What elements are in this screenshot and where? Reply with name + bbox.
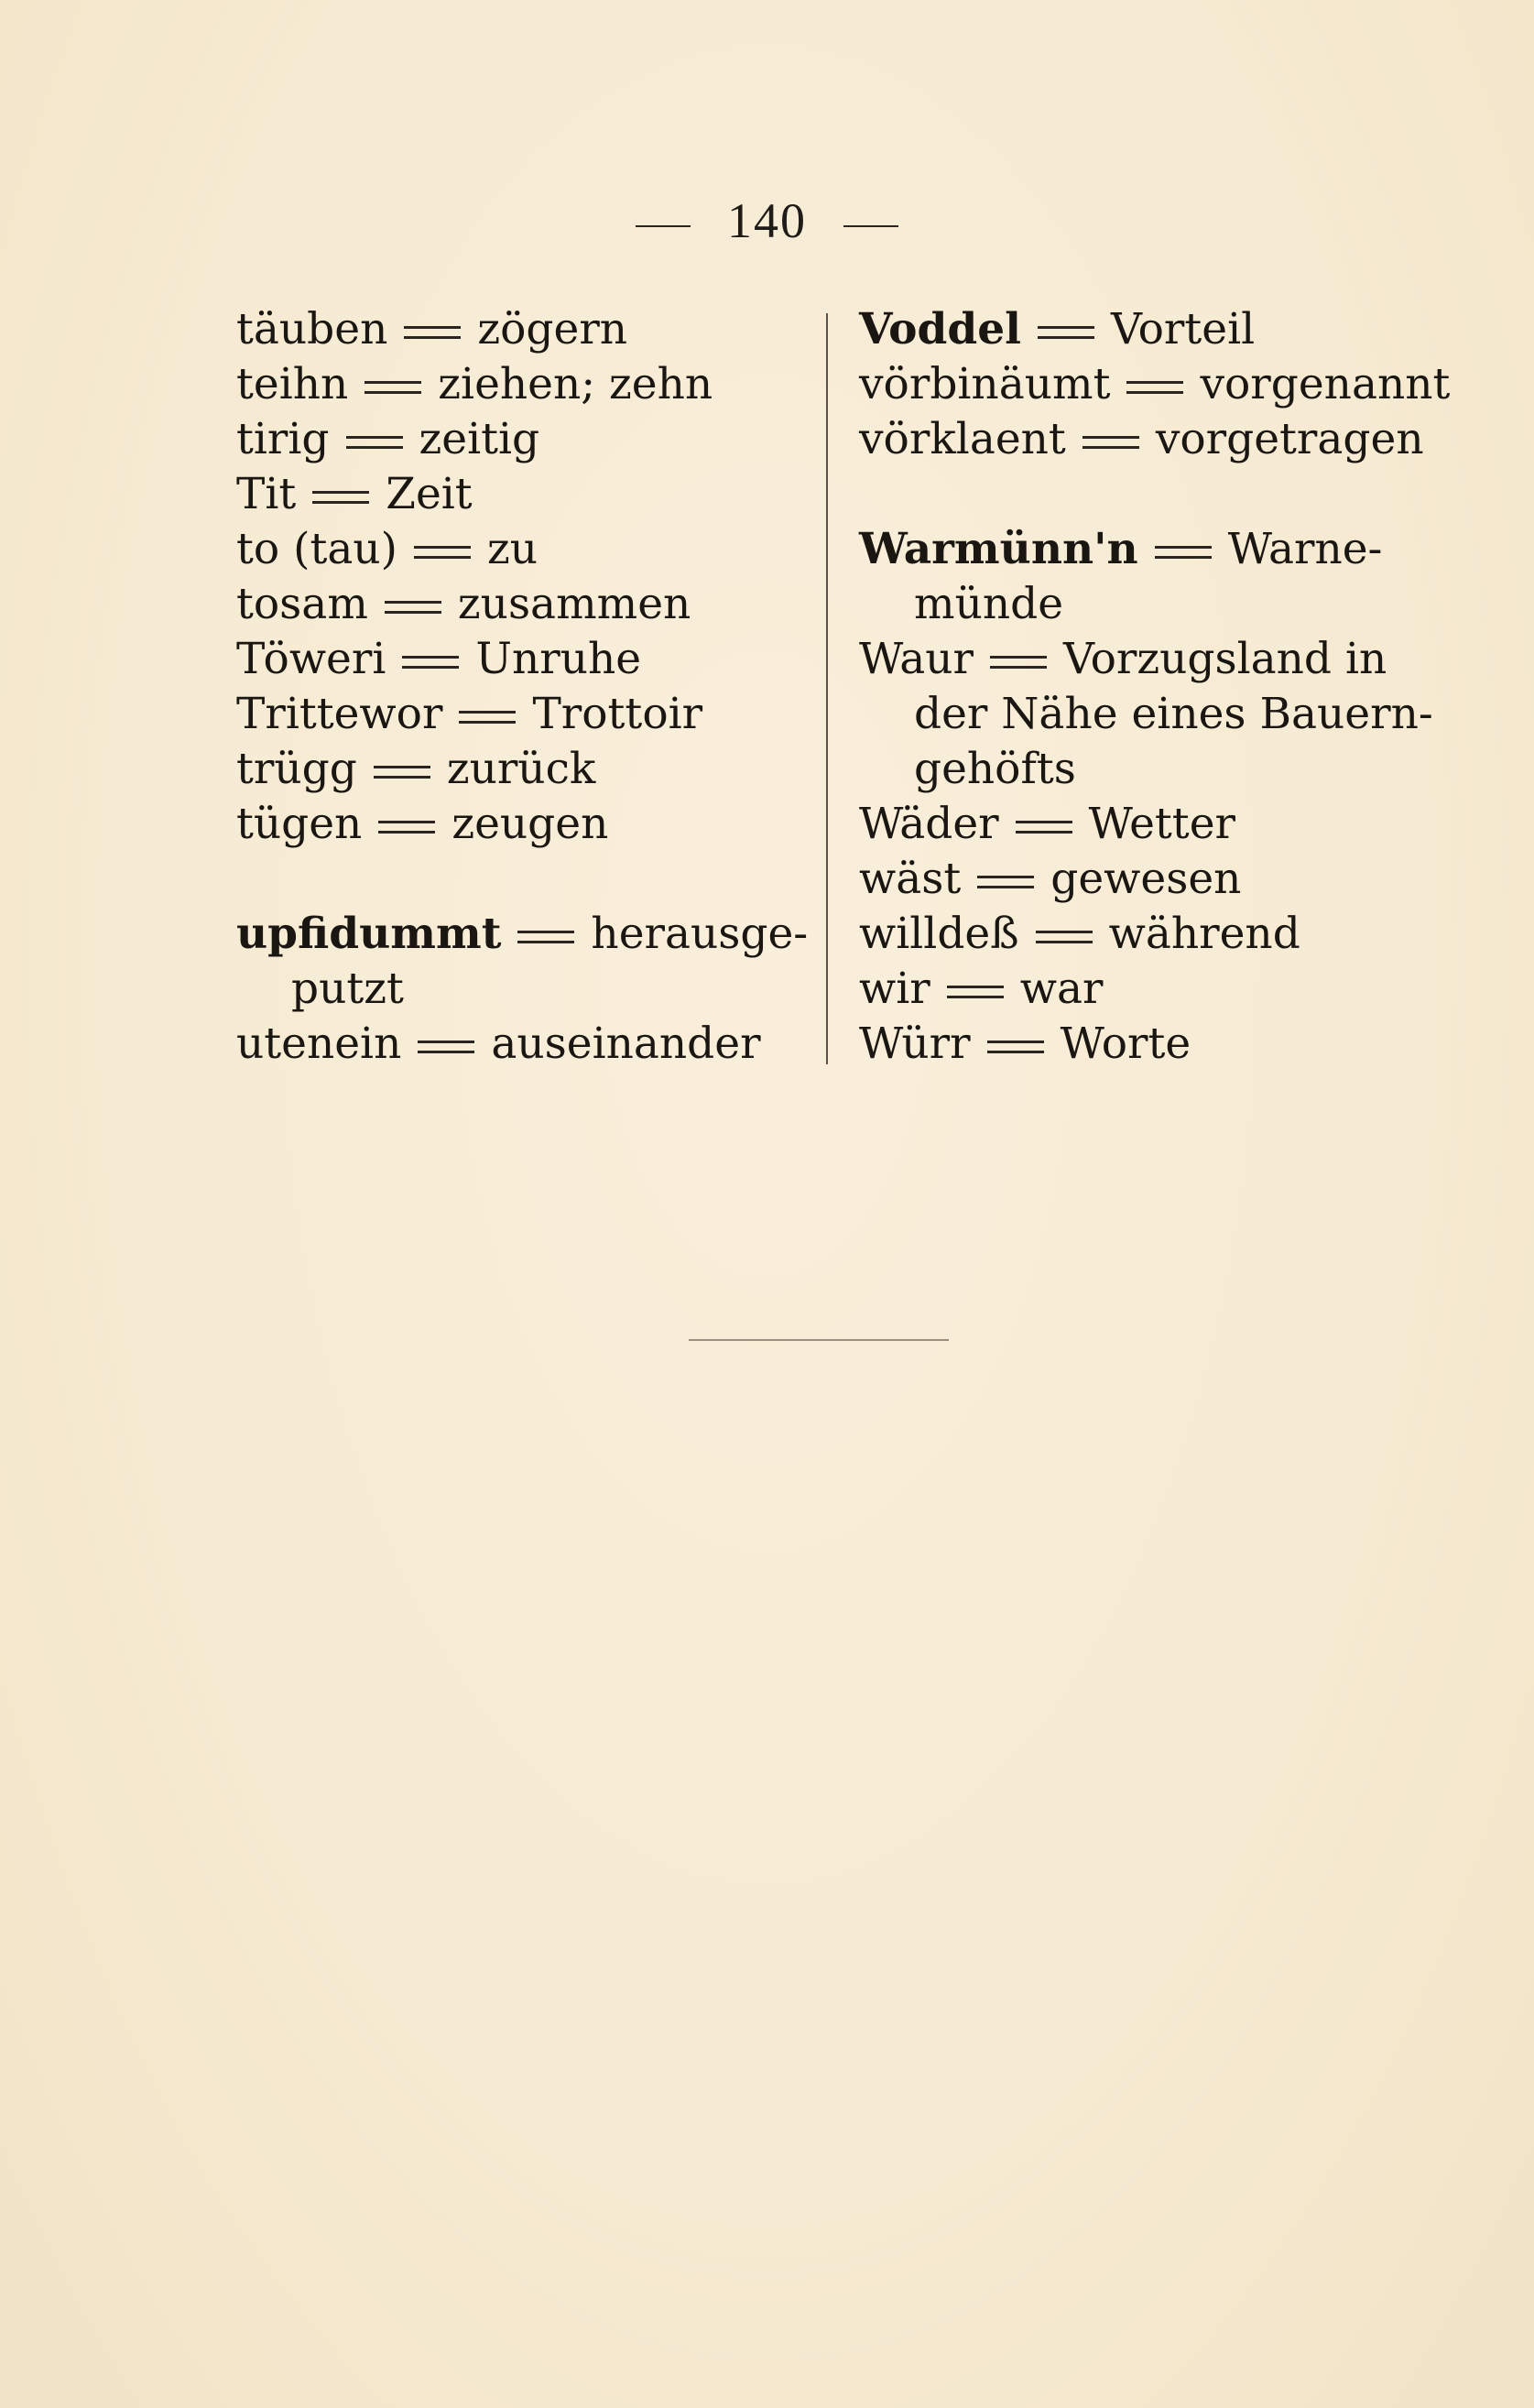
entry-term: vörbinäumt bbox=[859, 359, 1111, 409]
glossary-entry bbox=[236, 412, 804, 467]
equals-sign bbox=[459, 711, 516, 724]
equals-sign bbox=[990, 656, 1047, 669]
equals-sign bbox=[414, 546, 471, 559]
entry-continuation: münde bbox=[914, 579, 1064, 629]
glossary-entry bbox=[236, 907, 809, 962]
glossary-entry bbox=[859, 852, 1445, 907]
entry-term: trügg bbox=[236, 744, 357, 794]
entry-meaning: auseinander bbox=[491, 1019, 761, 1069]
entry-term: Würr bbox=[859, 1019, 971, 1069]
entry-meaning: zögern bbox=[477, 304, 628, 354]
glossary-entry bbox=[859, 797, 1445, 852]
entry-continuation: der Nähe eines Bauern- bbox=[914, 689, 1433, 739]
entry-meaning: zeugen bbox=[451, 799, 609, 849]
entry-term: täuben bbox=[236, 304, 388, 354]
section-spacer bbox=[859, 467, 1445, 522]
section-spacer bbox=[236, 852, 804, 907]
glossary-entry bbox=[859, 1017, 1445, 1072]
equals-sign bbox=[1036, 931, 1093, 943]
entry-term: utenein bbox=[236, 1019, 402, 1069]
entry-meaning: zurück bbox=[446, 744, 596, 794]
entry-term: Warmünn'n bbox=[859, 524, 1138, 574]
entry-meaning: Vorzugsland in bbox=[1062, 634, 1387, 684]
entry-meaning: Worte bbox=[1060, 1019, 1191, 1069]
glossary-entry bbox=[236, 742, 804, 797]
glossary-column-left bbox=[236, 302, 809, 1072]
equals-sign bbox=[385, 601, 441, 614]
entry-term: Trittewor bbox=[236, 689, 443, 739]
equals-sign bbox=[977, 876, 1034, 888]
glossary-entry bbox=[236, 522, 804, 577]
entry-term: tosam bbox=[236, 579, 368, 629]
entry-meaning: Vorteil bbox=[1110, 304, 1256, 354]
equals-sign bbox=[402, 656, 459, 669]
glossary-entry bbox=[859, 962, 1445, 1017]
entry-term: willdeß bbox=[859, 909, 1019, 959]
equals-sign bbox=[378, 821, 435, 834]
equals-sign bbox=[346, 436, 403, 449]
equals-sign bbox=[987, 1041, 1044, 1053]
equals-sign bbox=[374, 766, 430, 779]
entry-meaning: vorgetragen bbox=[1155, 414, 1424, 464]
entry-meaning: Unruhe bbox=[475, 634, 642, 684]
equals-sign bbox=[947, 986, 1004, 998]
glossary-entry bbox=[236, 577, 804, 632]
equals-sign bbox=[1155, 546, 1212, 559]
entry-meaning: herausge- bbox=[591, 909, 809, 959]
glossary-entry bbox=[236, 1017, 804, 1072]
entry-term: wir bbox=[859, 964, 930, 1014]
header-dash-right bbox=[843, 225, 898, 227]
entry-continuation: putzt bbox=[291, 964, 404, 1014]
entry-term: teihn bbox=[236, 359, 349, 409]
entry-term: vörklaent bbox=[859, 414, 1066, 464]
entry-meaning: Zeit bbox=[386, 469, 473, 519]
entry-meaning: gewesen bbox=[1050, 854, 1242, 904]
glossary-entry bbox=[859, 412, 1445, 467]
glossary-column-right bbox=[859, 302, 1451, 1072]
equals-sign bbox=[404, 326, 461, 339]
entry-term: to (tau) bbox=[236, 524, 397, 574]
page-number: 140 bbox=[727, 193, 807, 248]
equals-sign bbox=[1126, 381, 1183, 394]
entry-meaning: zu bbox=[486, 524, 539, 574]
entry-meaning: Trottoir bbox=[532, 689, 703, 739]
equals-sign bbox=[418, 1041, 474, 1053]
entry-term: Voddel bbox=[859, 304, 1021, 354]
glossary-entry bbox=[236, 302, 804, 357]
equals-sign bbox=[364, 381, 421, 394]
entry-term: wäst bbox=[859, 854, 962, 904]
equals-sign bbox=[517, 931, 574, 943]
glossary-entry bbox=[859, 302, 1445, 357]
entry-continuation: gehöfts bbox=[914, 744, 1076, 794]
glossary-entry bbox=[859, 632, 1445, 687]
glossary-entry bbox=[236, 687, 804, 742]
equals-sign bbox=[1016, 821, 1072, 834]
entry-meaning: vorgenannt bbox=[1200, 359, 1451, 409]
equals-sign bbox=[1083, 436, 1139, 449]
entry-meaning: war bbox=[1019, 964, 1104, 1014]
equals-sign bbox=[312, 491, 369, 504]
glossary-entry bbox=[236, 797, 804, 852]
header-dash-left bbox=[636, 225, 691, 227]
entry-term: upfidummt bbox=[236, 909, 502, 959]
glossary-entry bbox=[236, 632, 804, 687]
glossary-entry bbox=[859, 907, 1445, 962]
entry-term: Waur bbox=[859, 634, 974, 684]
column-divider bbox=[826, 313, 828, 1064]
entry-term: Töweri bbox=[236, 634, 386, 684]
equals-sign bbox=[1038, 326, 1094, 339]
entry-meaning: zusammen bbox=[457, 579, 691, 629]
page-header bbox=[0, 192, 1534, 249]
entry-meaning: Warne- bbox=[1227, 524, 1383, 574]
entry-meaning: ziehen; zehn bbox=[438, 359, 713, 409]
entry-term: Tit bbox=[236, 469, 297, 519]
glossary-entry bbox=[859, 522, 1445, 577]
entry-meaning: Wetter bbox=[1088, 799, 1235, 849]
glossary-entry bbox=[236, 357, 804, 412]
entry-term: tügen bbox=[236, 799, 363, 849]
glossary-entry bbox=[236, 467, 804, 522]
entry-term: Wäder bbox=[859, 799, 999, 849]
end-rule bbox=[689, 1339, 949, 1341]
entry-term: tirig bbox=[236, 414, 330, 464]
glossary-entry bbox=[859, 357, 1451, 412]
entry-meaning: zeitig bbox=[419, 414, 540, 464]
entry-meaning: während bbox=[1108, 909, 1300, 959]
